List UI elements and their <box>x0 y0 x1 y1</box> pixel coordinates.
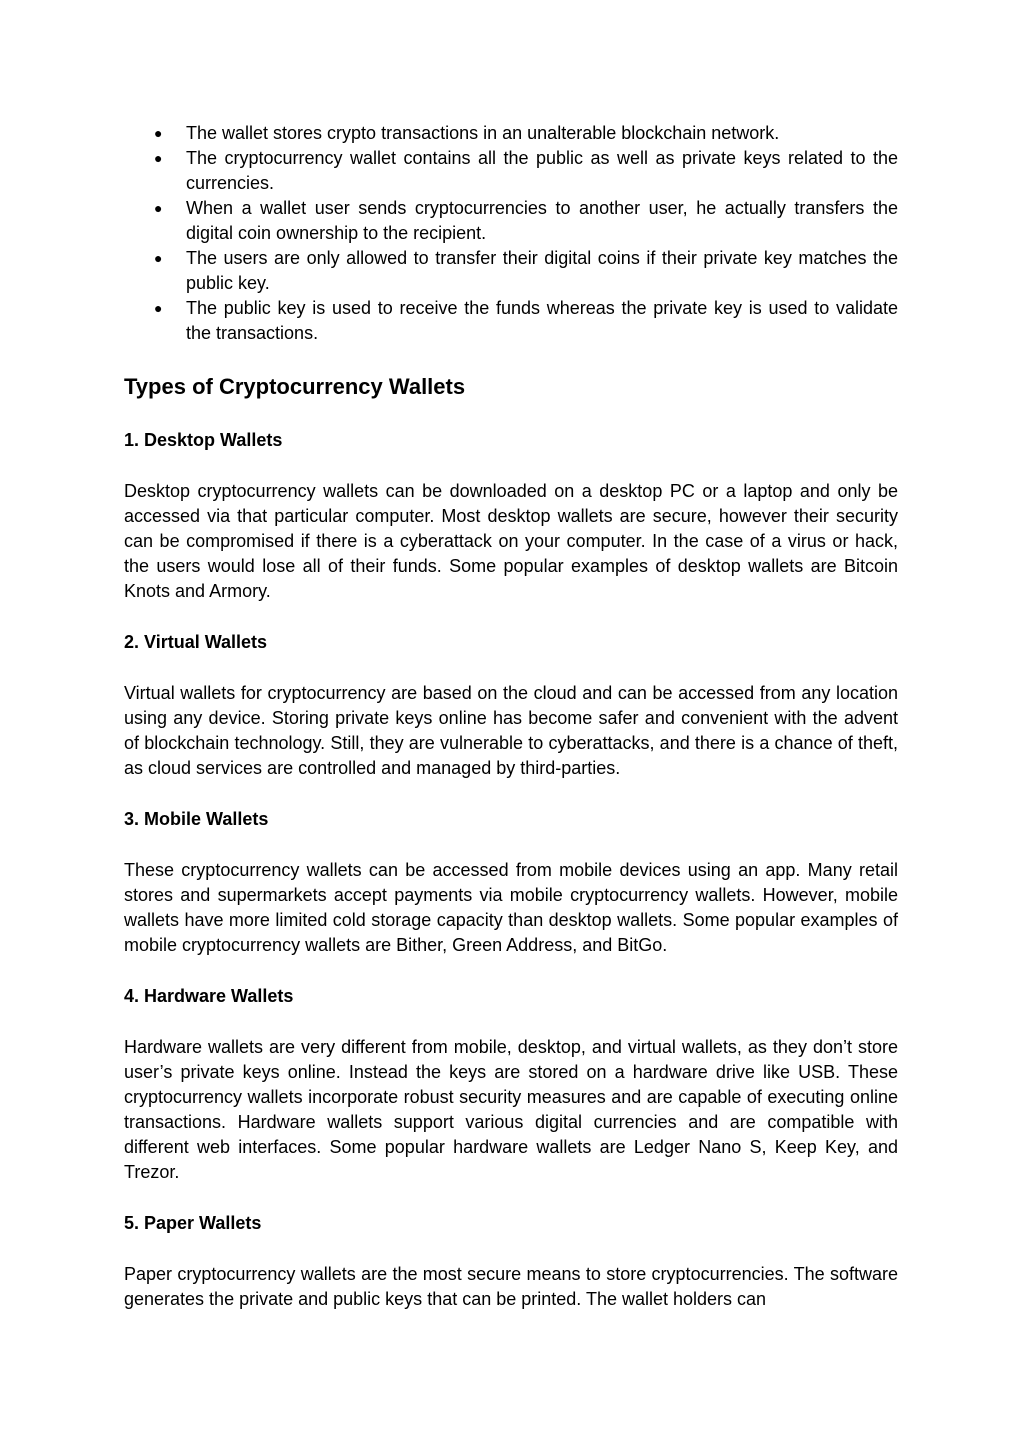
virtual-wallets-paragraph: Virtual wallets for cryptocurrency are based on the cloud and can be accessed from any location using any device. Storing private keys online has become safer and convenient with the advent of blockchain technology. Still, they are vulnerable to cyberattacks, and there is a chance of theft, as cloud services are controlled and managed by third-parties. <box>124 683 898 778</box>
bullet-item <box>124 121 898 146</box>
bullet-icon: ● <box>154 300 163 316</box>
mobile-wallets-heading: 3. Mobile Wallets <box>124 809 269 829</box>
bullet-icon: ● <box>154 150 163 166</box>
hardware-wallets-heading: 4. Hardware Wallets <box>124 986 294 1006</box>
section-title: Types of Cryptocurrency Wallets <box>124 374 466 399</box>
bullet-icon: ● <box>154 200 163 216</box>
desktop-wallets-heading: 1. Desktop Wallets <box>124 430 283 450</box>
feature-bullet-list <box>124 121 898 346</box>
mobile-wallets-paragraph: These cryptocurrency wallets can be accessed from mobile devices using an app. Many retail stores and supermarkets accept payments via mobile cryptocurrency wallets. However, mobile wallets have more limited cold storage capacity than desktop wallets. Some popular examples of mobile cryptocurrency wallets are Bither, Green Address, and BitGo. <box>124 860 898 955</box>
paper-wallets-heading: 5. Paper Wallets <box>124 1213 262 1233</box>
hardware-wallets-paragraph: Hardware wallets are very different from mobile, desktop, and virtual wallets, as they don’t store user’s private keys online. Instead the keys are stored on a hardware drive like USB. These cryptocurrency wallets incorporate robust security measures and are capable of executing online transactions. Hardware wallets support various digital currencies and are compatible with different web interfaces. Some popular hardware wallets are Ledger Nano S, Keep Key, and Trezor. <box>124 1037 898 1182</box>
bullet-text: When a wallet user sends cryptocurrencies to another user, he actually transfers the digital coin ownership to the recipient. <box>186 198 898 243</box>
bullet-item <box>124 296 898 346</box>
desktop-wallets-paragraph: Desktop cryptocurrency wallets can be downloaded on a desktop PC or a laptop and only be accessed via that particular computer. Most desktop wallets are secure, however their security can be compromised if there is a cyberattack on your computer. In the case of a virus or hack, the users would lose all of their funds. Some popular examples of desktop wallets are Bitcoin Knots and Armory. <box>124 481 898 601</box>
bullet-item <box>124 246 898 296</box>
virtual-wallets-heading: 2. Virtual Wallets <box>124 632 268 652</box>
bullet-icon: ● <box>154 125 163 141</box>
bullet-icon: ● <box>154 250 163 266</box>
bullet-text: The public key is used to receive the funds whereas the private key is used to validate the transactions. <box>186 298 898 343</box>
document-page <box>124 121 898 1312</box>
bullet-text: The wallet stores crypto transactions in an unalterable blockchain network. <box>186 123 780 143</box>
paper-wallets-paragraph: Paper cryptocurrency wallets are the most secure means to store cryptocurrencies. The software generates the private and public keys that can be printed. The wallet holders can <box>124 1264 898 1309</box>
bullet-item <box>124 146 898 196</box>
bullet-item <box>124 196 898 246</box>
bullet-text: The users are only allowed to transfer their digital coins if their private key matches the public key. <box>186 248 898 293</box>
bullet-text: The cryptocurrency wallet contains all the public as well as private keys related to the currencies. <box>186 148 898 193</box>
